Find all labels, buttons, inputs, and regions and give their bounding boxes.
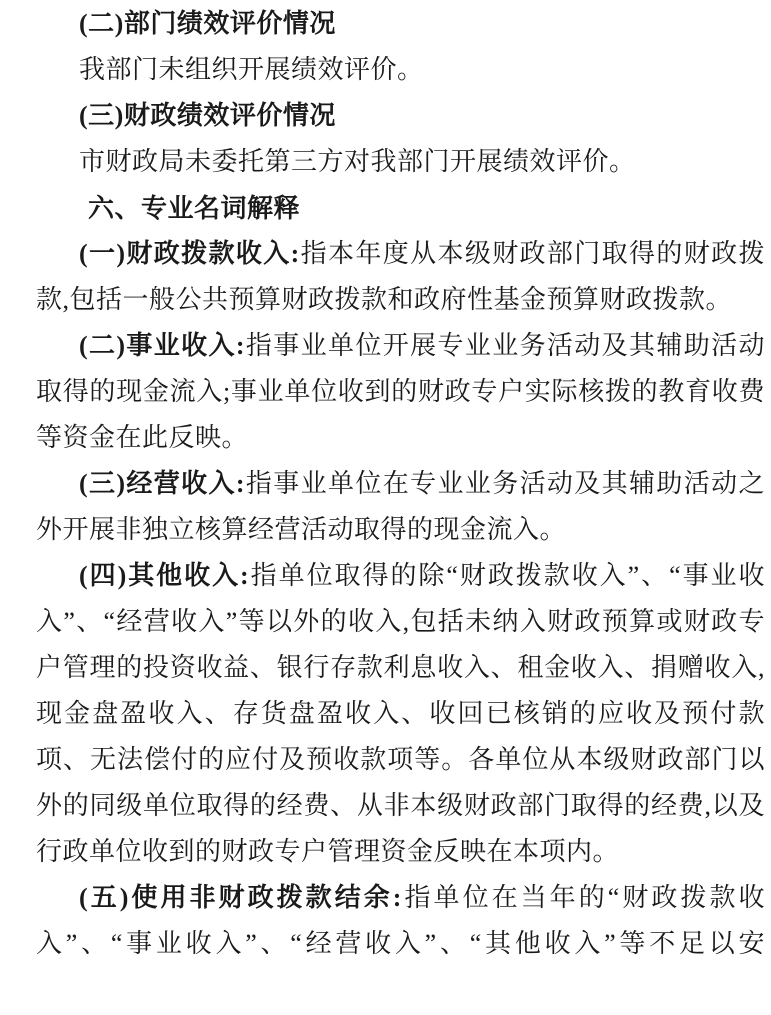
term-lead: (一)财政拨款收入: <box>79 239 300 268</box>
term-item-other-income <box>36 553 765 875</box>
term-lead: (三)经营收入: <box>79 469 246 498</box>
term-body: 指本年度从本级财政部门取得的财政拨款,包括一般公共预算财政拨款和政府性基金预算财政拨款。 <box>36 239 765 314</box>
section-heading-fiscal-performance-eval: (三)财政绩效评价情况 <box>79 101 336 130</box>
section-heading-dept-performance-eval: (二)部门绩效评价情况 <box>79 9 336 38</box>
term-item-non-fiscal-surplus <box>36 875 765 967</box>
term-item-fiscal-appropriation-income <box>36 231 765 323</box>
paragraph-fiscal-performance-eval: 市财政局未委托第三方对我部门开展绩效评价。 <box>79 147 636 176</box>
term-body: 指单位取得的除“财政拨款收入”、“事业收入”、“经营收入”等以外的收入,包括未纳入财政预算或财政专户管理的投资收益、银行存款利息收入、租金收入、捐赠收入,现金盘盈收入、存货盘盈收入、收回已核销的应收及预付款项、无法偿付的应付及预收款项等。各单位从本级财政部门以外的同级单位取得的经费、从非本级财政部门取得的经费,以及行政单位收到的财政专户管理资金反映在本项内。 <box>36 561 765 866</box>
section-heading-terms-glossary: 六、专业名词解释 <box>88 193 301 223</box>
term-lead: (五)使用非财政拨款结余: <box>79 883 402 912</box>
term-lead: (二)事业收入: <box>79 331 246 360</box>
term-body: 指事业单位开展专业业务活动及其辅助活动取得的现金流入;事业单位收到的财政专户实际核拨的教育收费等资金在此反映。 <box>36 331 765 452</box>
term-body: 指单位在当年的“财政拨款收入”、“事业收入”、“经营收入”、“其他收入”等不足以安 <box>36 883 765 958</box>
term-item-business-income <box>36 461 765 553</box>
paragraph-dept-performance-eval: 我部门未组织开展绩效评价。 <box>79 55 424 84</box>
term-lead: (四)其他收入: <box>79 561 250 590</box>
term-body: 指事业单位在专业业务活动及其辅助活动之外开展非独立核算经营活动取得的现金流入。 <box>36 469 765 544</box>
term-item-operating-unit-income <box>36 323 765 461</box>
